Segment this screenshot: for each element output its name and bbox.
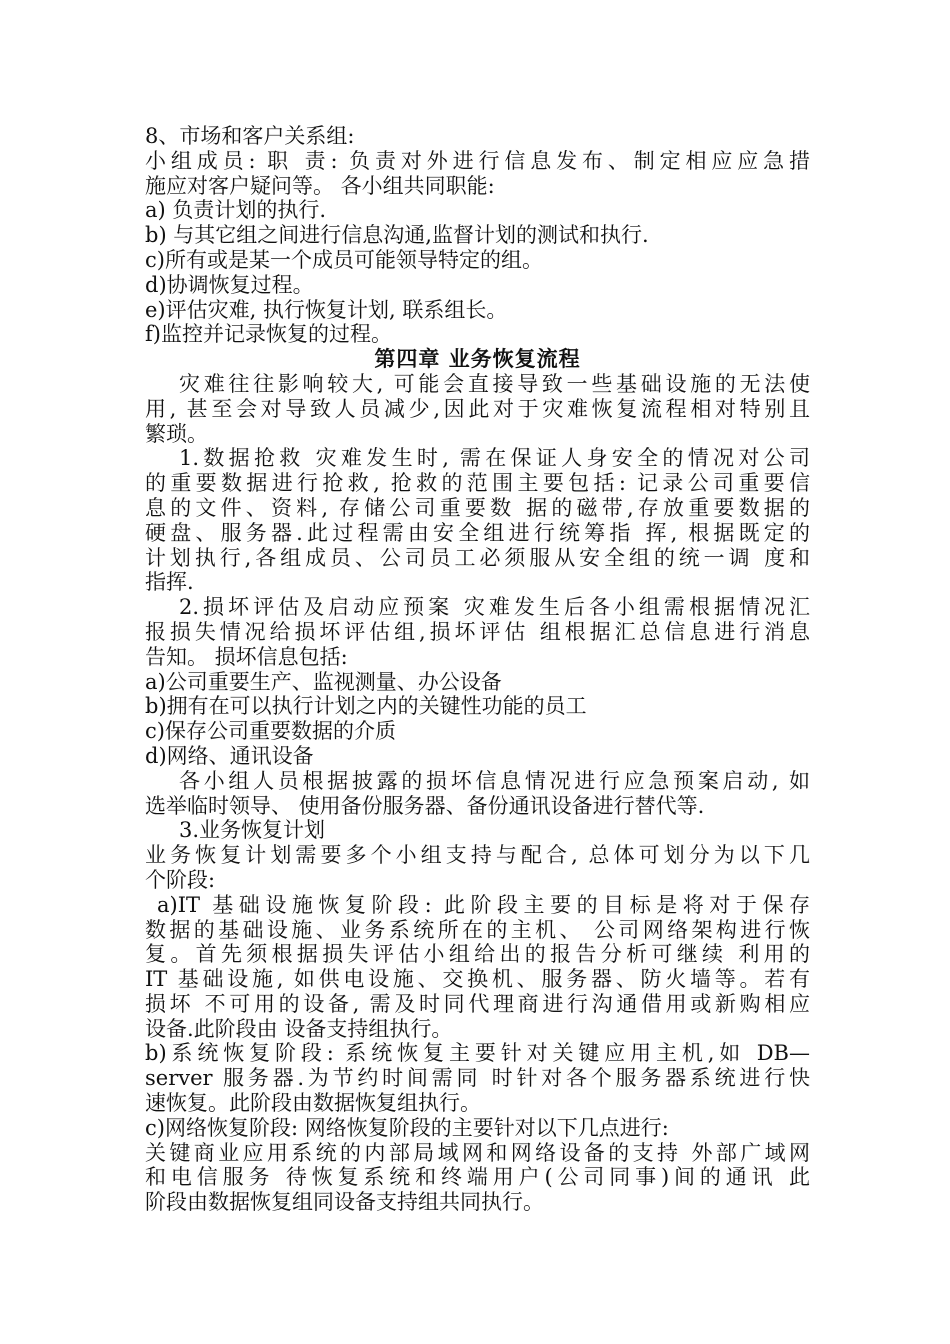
list-item: b) 与其它组之间进行信息沟通,监督计划的测试和执行.: [145, 223, 649, 248]
paragraph-line: 计划执行,各组成员、公司员工必须服从安全组的统一调 度和: [145, 545, 810, 570]
paragraph-line: 数据的基础设施、业务系统所在的主机、 公司网络架构进行恢: [145, 917, 810, 942]
paragraph-line: server 服务器.为节约时间需同 时针对各个服务器系统进行快: [145, 1066, 810, 1091]
paragraph-line: 各小组人员根据披露的损坏信息情况进行应急预案启动, 如: [179, 768, 810, 793]
paragraph-line: 小组成员: 职 责: 负责对外进行信息发布、制定相应应急措: [145, 148, 810, 173]
paragraph-line: 硬盘、服务器.此过程需由安全组进行统筹指 挥, 根据既定的: [145, 520, 810, 545]
paragraph-line: IT 基础设施, 如供电设施、交换机、服务器、防火墙等。若有: [145, 967, 810, 992]
list-item: a)公司重要生产、监视测量、办公设备: [145, 669, 502, 694]
chapter-title: 第四章 业务恢复流程: [374, 347, 581, 372]
paragraph-line: 1.数据抢救 灾难发生时, 需在保证人身安全的情况对公司: [179, 446, 810, 471]
paragraph-line: 业务恢复计划需要多个小组支持与配合, 总体可划分为以下几: [145, 843, 810, 868]
paragraph-line: 复。首先须根据损失评估小组给出的报告分析可继续 利用的: [145, 942, 810, 967]
paragraph-line: 指挥.: [145, 570, 194, 595]
paragraph-line: 速恢复。此阶段由数据恢复组执行。: [145, 1091, 481, 1116]
list-item: b)拥有在可以执行计划之内的关键性功能的员工: [145, 694, 587, 719]
paragraph-line: 阶段由数据恢复组同设备支持组共同执行。: [145, 1190, 544, 1215]
paragraph-line: 用, 甚至会对导致人员减少,因此对于灾难恢复流程相对特别且: [145, 396, 810, 421]
list-item: d)网络、通讯设备: [145, 743, 314, 768]
paragraph-line: 施应对客户疑问等。 各小组共同职能:: [145, 173, 495, 198]
paragraph-line: 关键商业应用系统的内部局域网和网络设备的支持 外部广域网: [145, 1140, 810, 1165]
paragraph-line: 繁琐。: [145, 421, 208, 446]
paragraph-line: 报损失情况给损坏评估组,损坏评估 组根据汇总信息进行消息: [145, 619, 810, 644]
list-item: d)协调恢复过程。: [145, 272, 314, 297]
list-item: e)评估灾难, 执行恢复计划, 联系组长。: [145, 297, 508, 322]
paragraph-line: 个阶段:: [145, 867, 216, 892]
list-item: c)保存公司重要数据的介质: [145, 719, 396, 744]
paragraph-line: 2.损坏评估及启动应预案 灾难发生后各小组需根据情况汇: [179, 595, 810, 620]
list-item: b)系统恢复阶段: 系统恢复主要针对关键应用主机,如 DB—: [145, 1041, 810, 1066]
paragraph-line: 损坏 不可用的设备, 需及时同代理商进行沟通借用或新购相应: [145, 991, 810, 1016]
paragraph-line: 灾难往往影响较大, 可能会直接导致一些基础设施的无法使: [179, 371, 810, 396]
document-page: [145, 124, 810, 1215]
paragraph-line: 3.业务恢复计划: [179, 818, 326, 843]
paragraph-line: 选举临时领导、 使用备份服务器、备份通讯设备进行替代等.: [145, 793, 705, 818]
list-item: f)监控并记录恢复的过程。: [145, 322, 392, 347]
list-item: a)IT 基础设施恢复阶段: 此阶段主要的目标是将对于保存: [157, 892, 810, 917]
list-item: c)所有或是某一个成员可能领导特定的组。: [145, 247, 543, 272]
paragraph-line: 告知。 损坏信息包括:: [145, 644, 348, 669]
list-item: a) 负责计划的执行.: [145, 198, 327, 223]
paragraph-line: 设备.此阶段由 设备支持组执行。: [145, 1016, 453, 1041]
paragraph-line: 息的文件、资料, 存储公司重要数 据的磁带,存放重要数据的: [145, 495, 810, 520]
paragraph-line: 和电信服务 待恢复系统和终端用户(公司同事)间的通讯 此: [145, 1165, 810, 1190]
paragraph-line: 的重要数据进行抢救, 抢救的范围主要包括: 记录公司重要信: [145, 471, 810, 496]
list-item: c)网络恢复阶段: 网络恢复阶段的主要针对以下几点进行:: [145, 1115, 669, 1140]
section-heading: 8、市场和客户关系组:: [145, 124, 355, 148]
